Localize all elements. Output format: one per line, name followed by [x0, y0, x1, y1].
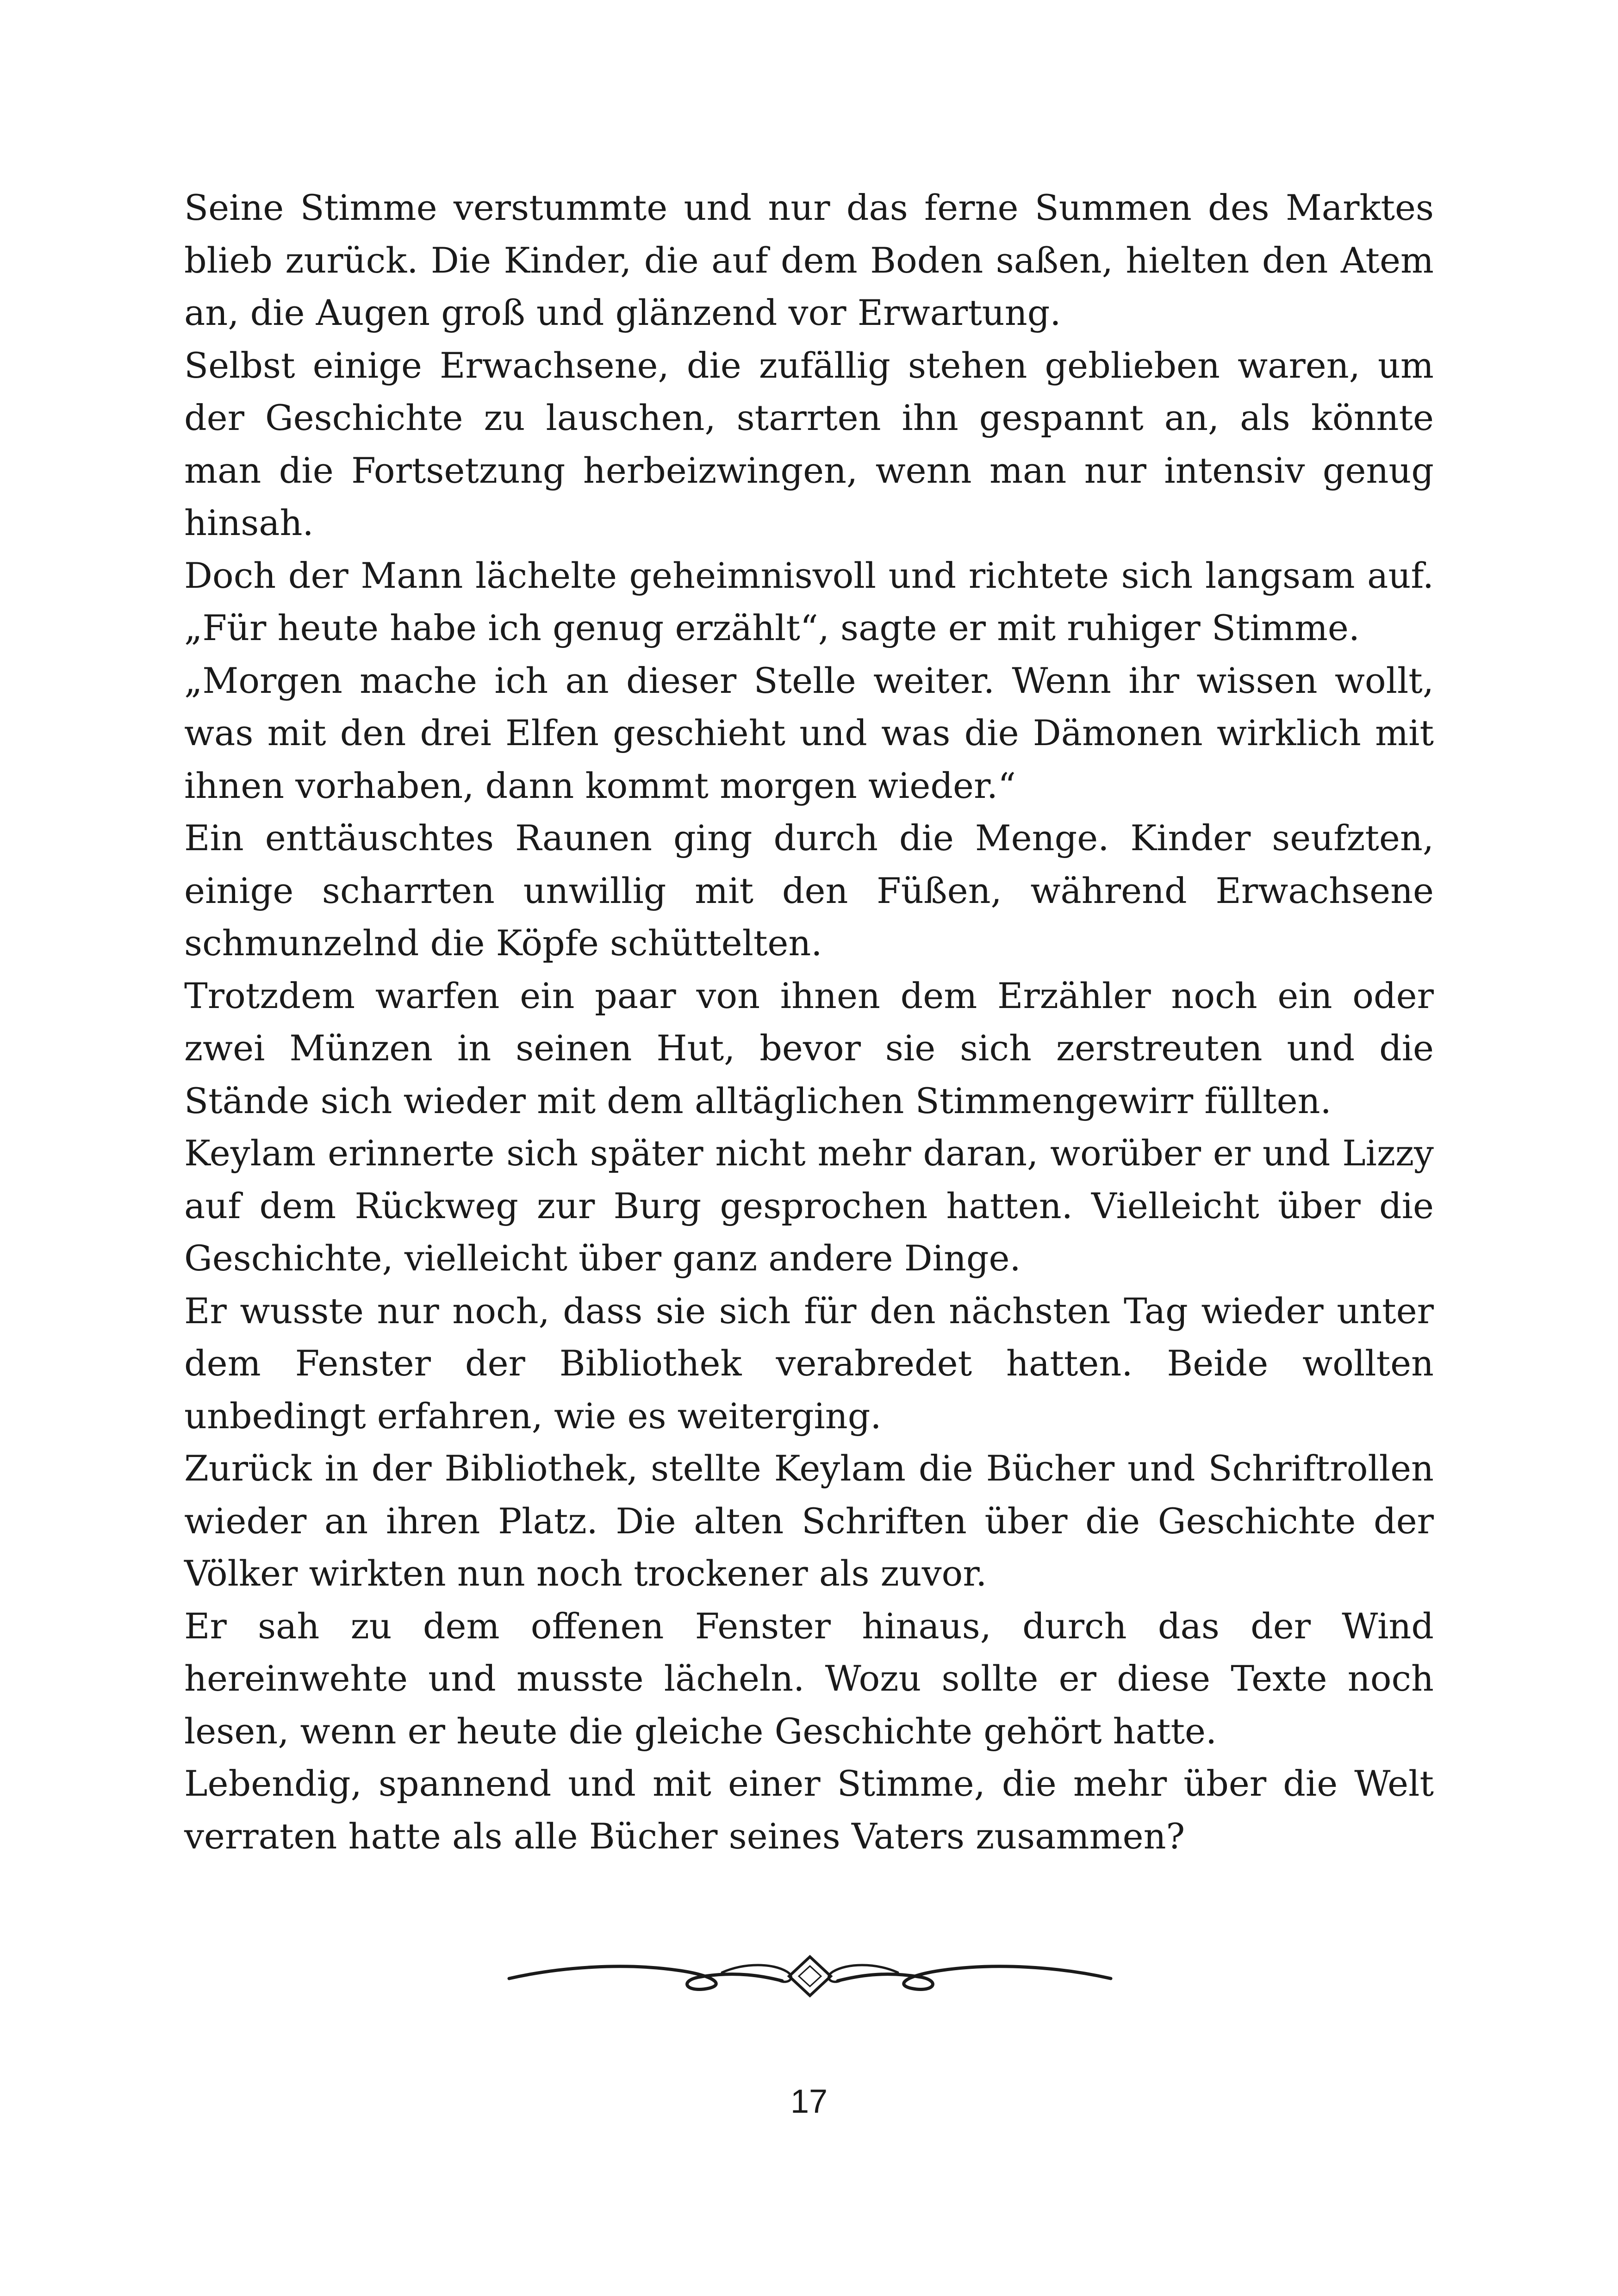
paragraph-5: Ein enttäuschtes Raunen ging durch die Menge. Kinder seufzten, einige scharrten unwillig mit den Füßen, während Erwachsene schmunzelnd die Köpfe schüttelten. — [184, 817, 1434, 964]
flourish-divider-icon — [504, 1944, 1115, 2009]
page-number: 17 — [790, 2083, 828, 2120]
body-text — [184, 181, 1434, 1862]
paragraph-4: „Morgen mache ich an dieser Stelle weiter. Wenn ihr wissen wollt, was mit den drei Elfen geschieht und was die Dämonen wirklich mit ihnen vorhaben, dann kommt morgen wieder.“ — [184, 660, 1434, 806]
paragraph-8: Er wusste nur noch, dass sie sich für den nächsten Tag wieder unter dem Fenster der Bibliothek verabredet hatten. Beide wollten unbedingt erfahren, wie es weiterging. — [184, 1290, 1434, 1437]
paragraph-9: Zurück in der Bibliothek, stellte Keylam die Bücher und Schriftrollen wieder an ihren Platz. Die alten Schriften über die Geschichte der Völker wirkten nun noch trockener als zuvor. — [184, 1448, 1434, 1594]
paragraph-2: Selbst einige Erwachsene, die zufällig stehen geblieben waren, um der Geschichte zu lauschen, starrten ihn gespannt an, als könnte man die Fortsetzung herbeizwingen, wenn man nur intensiv genug hinsah. — [184, 344, 1434, 543]
paragraph-11: Lebendig, spannend und mit einer Stimme, die mehr über die Welt verraten hatte als alle Bücher seines Vaters zusammen? — [184, 1763, 1434, 1857]
paragraph-1: Seine Stimme verstummte und nur das ferne Summen des Marktes blieb zurück. Die Kinder, die auf dem Boden saßen, hielten den Atem an, die Augen groß und glänzend vor Erwartung. — [184, 187, 1434, 333]
paragraph-7: Keylam erinnerte sich später nicht mehr daran, worüber er und Lizzy auf dem Rückweg zur Burg gesprochen hatten. Vielleicht über die Geschichte, vielleicht über ganz andere Dinge. — [184, 1132, 1434, 1279]
paragraph-3: Doch der Mann lächelte geheimnisvoll und richtete sich langsam auf. „Für heute habe ich genug erzählt“, sagte er mit ruhiger Stimme. — [184, 554, 1434, 648]
paragraph-10: Er sah zu dem offenen Fenster hinaus, durch das der Wind hereinwehte und musste lächeln. Wozu sollte er diese Texte noch lesen, wenn er heute die gleiche Geschichte gehört hatte. — [184, 1605, 1434, 1752]
paragraph-6: Trotzdem warfen ein paar von ihnen dem Erzähler noch ein oder zwei Münzen in seinen Hut, bevor sie sich zerstreuten und die Stände sich wieder mit dem alltäglichen Stimmengewirr füllten. — [184, 975, 1434, 1121]
